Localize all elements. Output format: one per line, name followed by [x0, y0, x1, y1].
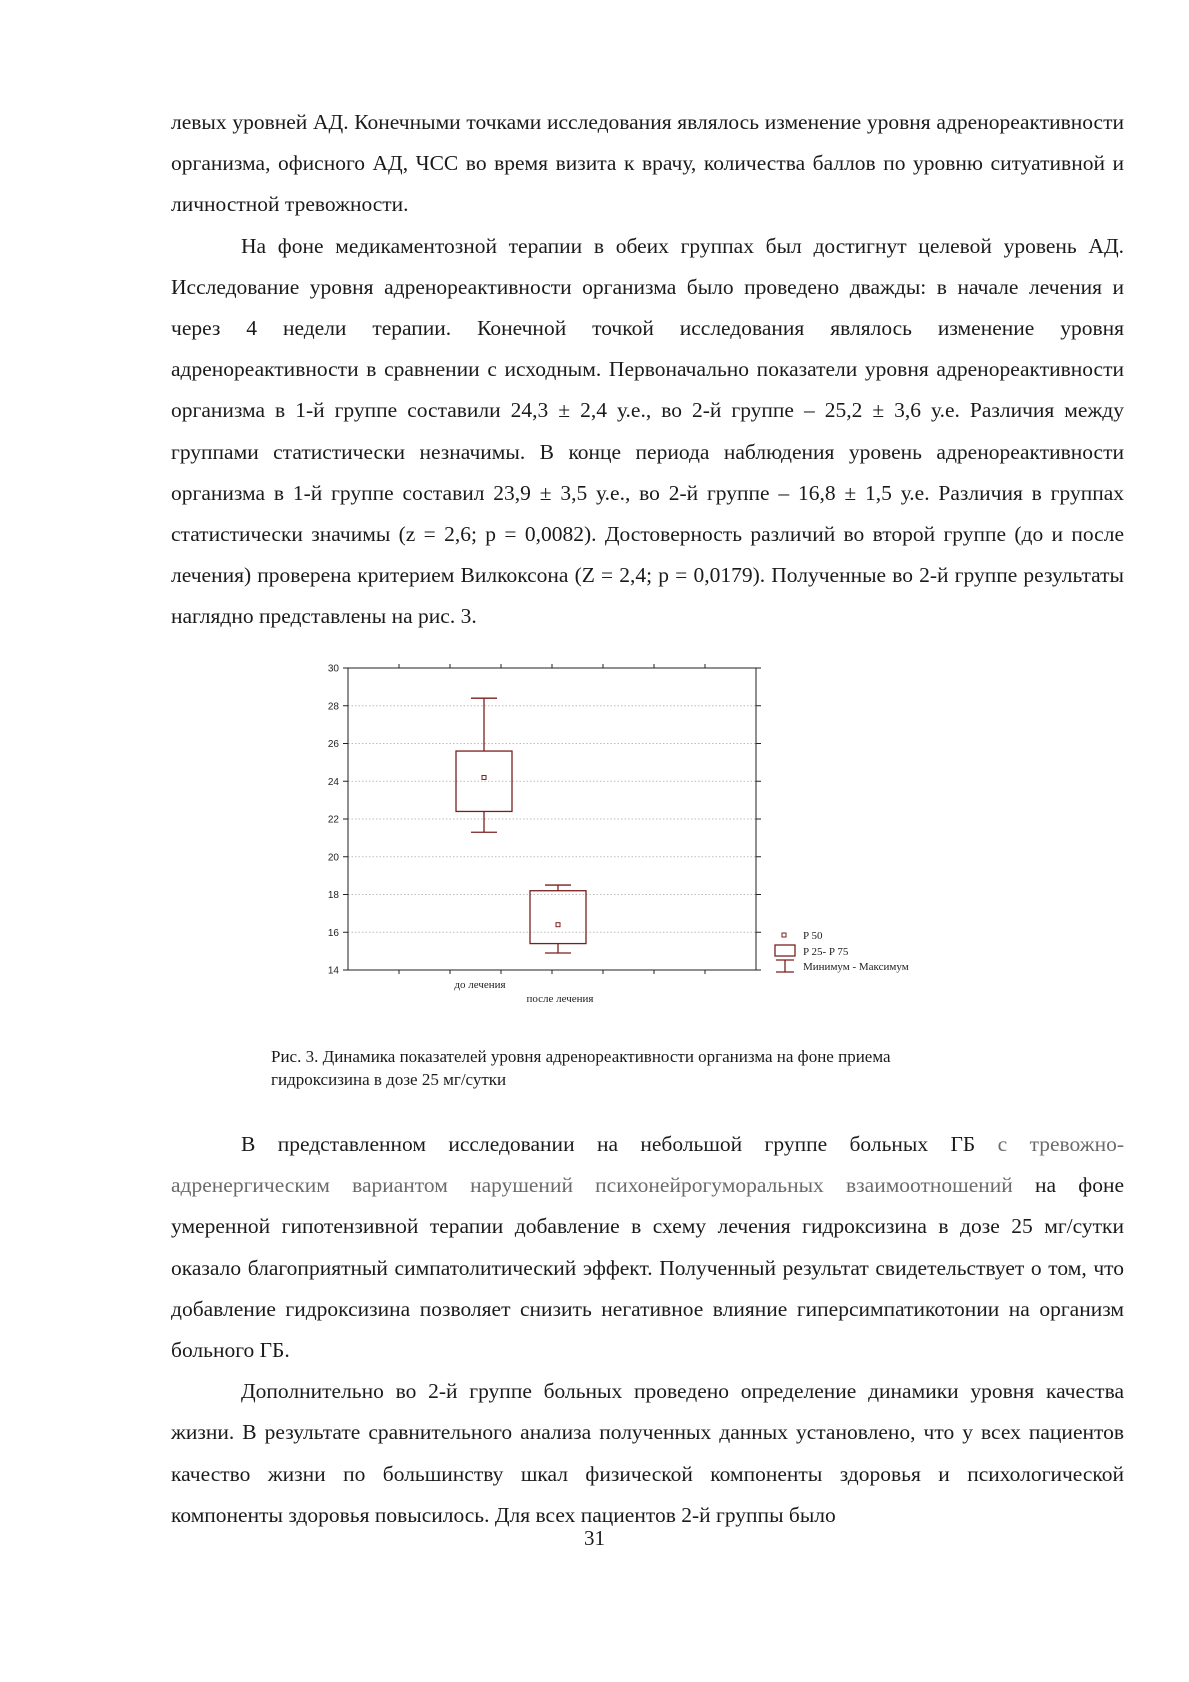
- y-tick-label-0: 14: [327, 965, 339, 977]
- y-tick-label-1: 16: [327, 927, 339, 939]
- figure-boxplot: [260, 652, 980, 1044]
- body-text-top: [171, 102, 1124, 638]
- paragraph-3-part-c: на фоне умеренной гипотензивной терапии добавление в схему лечения гидроксизина в дозе 25 мг/сутки оказало благоприятный симпатолитический эффект. Полученный результат свидетельствует о том, что добавление гидроксизина позволяет снизить негативное влияние гиперсимпатикотонии на организм больного ГБ.: [171, 1173, 1124, 1363]
- paragraph-2: На фоне медикаментозной терапии в обеих группах был достигнут целевой уровень АД. Исследование уровня адренореактивности организма было проведено дважды: в начале лечения и через 4 недели терапии. Конечной точкой исследования являлось изменение уровня адренореактивности в сравнении с исходным. Первоначально показатели уровня адренореактивности организма в 1-й группе составили 24,3 ± 2,4 у.е., во 2-й группе – 25,2 ± 3,6 у.е. Различия между группами статистически незначимы. В конце периода наблюдения уровень адренореактивности организма в 1-й группе составил 23,9 ± 3,5 у.е., во 2-й группе – 16,8 ± 1,5 у.е. Различия в группах статистически значимы (z = 2,6; p = 0,0082). Достоверность различий во второй группе (до и после лечения) проверена критерием Вилкоксона (Z = 2,4; p = 0,0179). Полученные во 2-й группе результаты наглядно представлены на рис. 3.: [171, 233, 1124, 629]
- y-tick-label-2: 18: [327, 890, 339, 901]
- figure-caption: [271, 1045, 1031, 1091]
- box-iqr-2: [530, 891, 586, 944]
- y-tick-label-6: 26: [327, 739, 339, 750]
- paragraph-1: левых уровней АД. Конечными точками исследования являлось изменение уровня адренореактивности организма, офисного АД, ЧСС во время визита к врачу, количества баллов по уровню ситуативной и личностной тревожности.: [171, 110, 1124, 217]
- legend-label-whisker: Минимум - Максимум: [803, 961, 909, 973]
- y-tick-label-5: 24: [327, 776, 339, 788]
- legend-label-box: P 25- P 75: [803, 946, 849, 958]
- page-number: 31: [584, 1526, 605, 1550]
- legend-label-median: P 50: [803, 930, 823, 942]
- boxplot-chart: [260, 652, 980, 1044]
- y-tick-label-7: 28: [327, 701, 339, 713]
- median-marker-2: [556, 923, 560, 927]
- caption-line-1: Рис. 3. Динамика показателей уровня адренореактивности организма на фоне приема: [271, 1047, 891, 1066]
- paragraph-3-part-b: с тревожно-адренергическим вариантом нарушений психонейрогуморальных взаимоотношений: [171, 1132, 1125, 1198]
- y-tick-label-8: 30: [327, 663, 339, 675]
- caption-line-2: гидроксизина в дозе 25 мг/сутки: [271, 1070, 507, 1089]
- legend-median-icon: [782, 933, 786, 937]
- x-category-label-2: после лечения: [526, 993, 594, 1005]
- paragraph-3-part-a: В представленном исследовании на небольшой группе больных ГБ: [241, 1132, 998, 1156]
- paragraph-4: Дополнительно во 2-й группе больных проведено определение динамики уровня качества жизни. В результате сравнительного анализа полученных данных установлено, что у всех пациентов качество жизни по большинству шкал физической компоненты здоровья и психологической компоненты здоровья повысилось. Для всех пациентов 2-й группы было: [171, 1379, 1124, 1527]
- x-category-label-1: до лечения: [454, 979, 506, 991]
- y-tick-label-3: 20: [327, 852, 339, 864]
- y-tick-label-4: 22: [327, 814, 339, 826]
- median-marker-1: [482, 775, 486, 779]
- body-text-bottom: [171, 1124, 1124, 1536]
- legend-box-icon: [775, 945, 795, 956]
- paragraph-3: [171, 1124, 1124, 1371]
